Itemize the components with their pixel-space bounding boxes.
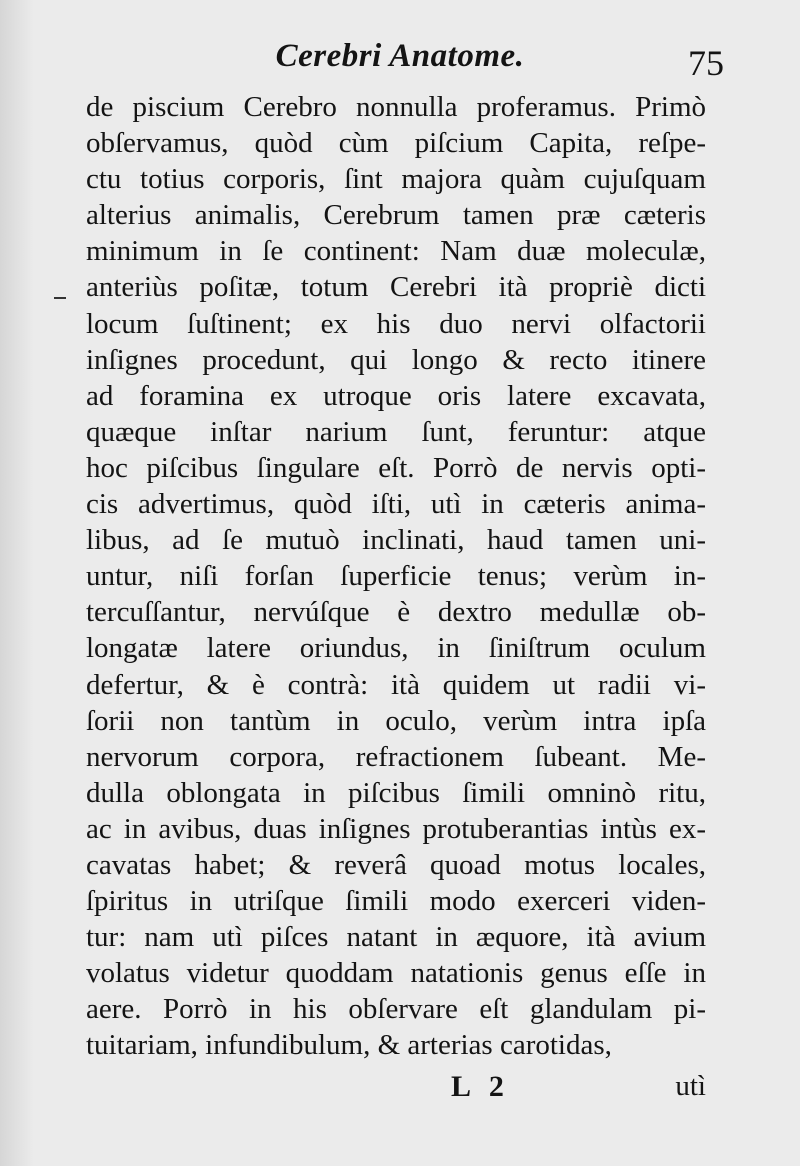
text-line: anteriùs poſitæ, totum Cerebri ità propriè dicti [86,271,706,304]
text-line: nervorum corpora, refractionem ſubeant. Me- [86,740,706,773]
gutter-shadow [0,0,34,1166]
body-text [86,89,706,1064]
text-line: ad foramina ex utroque oris latere excavata, [86,379,706,412]
running-title: Cerebri Anatome. [275,38,525,74]
text-line: tur: nam utì piſces natant in æquore, ità avium [86,921,706,954]
text-line: ſorii non tantùm in oculo, verùm intra ipſa [86,704,706,737]
text-line: minimum in ſe continent: Nam duæ moleculæ, [86,235,706,268]
signature-mark: L 2 [451,1070,510,1103]
margin-mark [54,297,66,299]
text-line: defertur, & è contrà: ità quidem ut radii vi- [86,668,706,701]
text-line: locum ſuſtinent; ex his duo nervi olfactorii [86,307,706,340]
text-line: quæque inſtar narium ſunt, feruntur: atque [86,415,706,448]
text-line: aere. Porrò in his obſervare eſt glandulam pi- [86,993,706,1026]
text-line: longatæ latere oriundus, in ſiniſtrum oculum [86,632,706,665]
text-line: tuitariam, infundibulum, & arterias carotidas, [86,1029,612,1062]
text-line: hoc piſcibus ſingulare eſt. Porrò de nervis opti- [86,451,706,484]
catchword: utì [675,1070,706,1102]
text-line: ctu totius corporis, ſint majora quàm cujuſquam [86,163,706,196]
text-line: libus, ad ſe mutuò inclinati, haud tamen uni- [86,524,706,557]
text-line: cis advertimus, quòd iſti, utì in cæteris anima- [86,488,706,521]
text-line: dulla oblongata in piſcibus ſimili omninò ritu, [86,776,706,809]
text-line: obſervamus, quòd cùm piſcium Capita, reſpe- [86,127,706,160]
text-line: cavatas habet; & reverâ quoad motus locales, [86,848,706,881]
text-line: volatus videtur quoddam natationis genus eſſe in [86,957,706,990]
text-line: alterius animalis, Cerebrum tamen præ cæteris [86,199,706,232]
text-line: ſpiritus in utriſque ſimili modo exerceri viden- [86,885,706,918]
page-footer [86,1070,706,1110]
text-line: ac in avibus, duas inſignes protuberantias intùs ex- [86,812,706,845]
text-line: untur, niſi forſan ſuperficie tenus; verùm in- [86,560,706,593]
text-line: inſignes procedunt, qui longo & recto itinere [86,343,706,376]
page-number: 75 [688,43,724,83]
text-line: de piscium Cerebro nonnulla proferamus. Primò [86,91,706,123]
text-line: tercuſſantur, nervúſque è dextro medullæ ob- [86,596,706,629]
